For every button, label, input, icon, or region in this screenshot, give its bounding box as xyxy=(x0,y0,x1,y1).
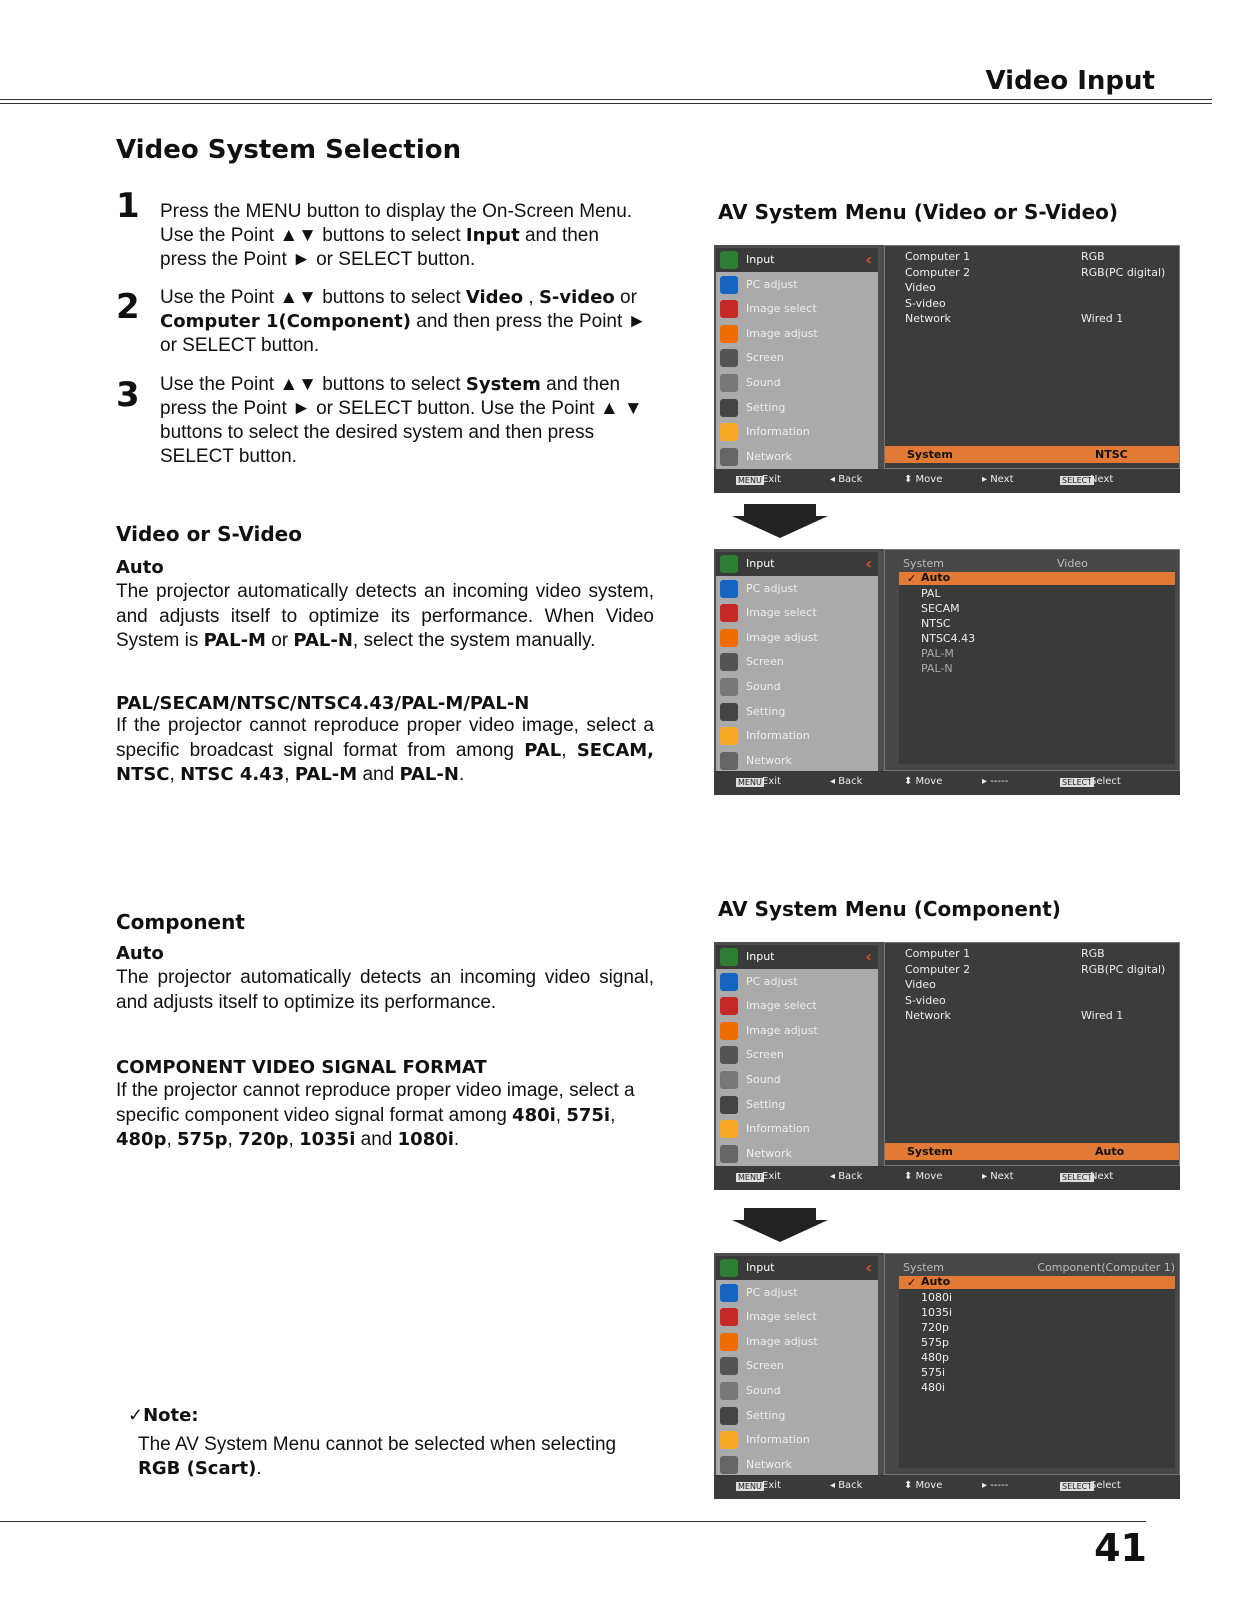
system-option: 1035i xyxy=(921,1306,953,1319)
menu-item-label: Network xyxy=(746,1146,792,1160)
input-row-name: Computer 2 xyxy=(905,265,971,279)
footer-select-key: SELECT xyxy=(1062,1173,1093,1182)
osd-system-bar xyxy=(885,1143,1179,1160)
system-option: 575p xyxy=(921,1336,949,1349)
osd-menu-item xyxy=(716,322,878,346)
menu-item-label: Sound xyxy=(746,1073,781,1086)
osd-menu-item xyxy=(716,650,878,674)
system-option: PAL-N xyxy=(921,662,953,675)
menu-item-icon xyxy=(720,448,738,466)
menu-item-label: Network xyxy=(746,1457,792,1471)
menu-item-icon xyxy=(720,727,738,745)
system-option: 480i xyxy=(921,1381,946,1394)
down-arrow-icon xyxy=(732,1220,828,1242)
menu-item-icon xyxy=(720,399,738,417)
osd-menu-item xyxy=(716,1142,878,1166)
system-title: System xyxy=(903,557,945,570)
system-options-list xyxy=(899,1276,1175,1468)
menu-item-label: Image select xyxy=(746,302,817,316)
menu-item-label: Screen xyxy=(746,1359,784,1373)
down-arrow-icon xyxy=(732,516,828,538)
check-icon: ✓ xyxy=(907,572,917,585)
input-row-value: RGB(PC digital) xyxy=(1081,265,1166,279)
step-number: 3 xyxy=(116,375,140,415)
step-number: 1 xyxy=(116,186,140,226)
footer-next: ▸ Next xyxy=(982,1171,1014,1182)
footer-back: ◂ Back xyxy=(830,474,863,485)
system-option: NTSC xyxy=(921,617,951,630)
menu-item-label: Information xyxy=(746,729,810,743)
system-label: System xyxy=(907,1145,953,1158)
step-text: Use the Point ▲▼ buttons to select Video , S-video or Computer 1(Component) and then press the Point ► or SELECT button. xyxy=(160,287,647,356)
menu-item-icon xyxy=(720,1382,738,1400)
osd-menu-item xyxy=(716,248,878,272)
menu-item-icon xyxy=(720,1456,738,1474)
osd-system-panel xyxy=(884,549,1180,771)
menu-item-label: PC adjust xyxy=(746,974,798,988)
osd-input-panel xyxy=(884,245,1180,469)
footer-menu-key: MENU xyxy=(738,476,762,485)
footer-exit: Exit xyxy=(762,1480,781,1491)
osd-component-input-menu xyxy=(714,942,1180,1190)
input-row-name: Network xyxy=(905,1009,951,1022)
menu-item-icon xyxy=(720,1096,738,1114)
menu-item-label: Setting xyxy=(746,400,786,414)
menu-item-label: Image select xyxy=(746,999,817,1013)
menu-item-icon xyxy=(720,1022,738,1040)
footer-back: ◂ Back xyxy=(830,776,863,787)
osd-menu-item xyxy=(716,601,878,625)
menu-item-label: Input xyxy=(746,557,775,570)
osd-footer xyxy=(714,771,1180,795)
menu-item-label: Sound xyxy=(746,680,781,693)
system-source: Component(Computer 1) xyxy=(1037,1261,1175,1274)
menu-item-label: Information xyxy=(746,1433,810,1447)
menu-item-icon xyxy=(720,1357,738,1375)
menu-item-label: Network xyxy=(746,753,792,767)
footer-select-key: SELECT xyxy=(1062,1482,1093,1491)
section-header: Video Input xyxy=(985,66,1155,96)
input-row-name: Video xyxy=(905,978,936,991)
step-number: 2 xyxy=(116,287,140,327)
osd-menu-item xyxy=(716,346,878,370)
menu-item-icon xyxy=(720,1284,738,1302)
osd-menu-item xyxy=(716,1305,878,1329)
system-source: Video xyxy=(1057,557,1088,570)
component-auto-label: Auto xyxy=(116,943,164,964)
system-option: PAL-M xyxy=(921,647,954,660)
footer-rule xyxy=(0,1521,1146,1522)
menu-item-label: Sound xyxy=(746,376,781,389)
osd-footer xyxy=(714,1475,1180,1499)
menu-item-label: Sound xyxy=(746,1384,781,1397)
osd-system-bar xyxy=(885,446,1179,463)
osd-video-system-menu xyxy=(714,549,1180,795)
input-row-name: Network xyxy=(905,312,951,325)
osd-menu-item xyxy=(716,1019,878,1043)
menu-item-label: Screen xyxy=(746,351,784,365)
menu-item-icon xyxy=(720,678,738,696)
osd-menu-item xyxy=(716,1453,878,1477)
video-heading: Video or S-Video xyxy=(116,522,302,546)
menu-item-label: Information xyxy=(746,425,810,439)
video-formats-text: If the projector cannot reproduce proper video image, select a specific broadcast signal format from among PAL, SECAM, NTSC, NTSC 4.43, PAL-M and PAL-N. xyxy=(116,715,654,785)
check-icon: ✓ xyxy=(907,1276,917,1289)
footer-next: ▸ ----- xyxy=(982,1480,1009,1491)
footer-menu-key: MENU xyxy=(738,1482,762,1491)
menu-item-icon xyxy=(720,1333,738,1351)
osd-menu-item xyxy=(716,675,878,699)
component-heading: Component xyxy=(116,910,245,934)
osd-menu-item xyxy=(716,1404,878,1428)
osd-menu-item xyxy=(716,1354,878,1378)
osd-menu-item xyxy=(716,297,878,321)
menu-item-label: Image adjust xyxy=(746,326,818,340)
osd-component-system-menu xyxy=(714,1253,1180,1499)
osd-menu-item xyxy=(716,1428,878,1452)
system-option: Auto xyxy=(921,571,951,584)
menu-item-icon xyxy=(720,325,738,343)
footer-back: ◂ Back xyxy=(830,1480,863,1491)
system-label: System xyxy=(907,448,953,461)
osd-footer xyxy=(714,1166,1180,1190)
menu-item-icon xyxy=(720,629,738,647)
osd-menu-item xyxy=(716,445,878,469)
menu-item-icon xyxy=(720,948,738,966)
menu-item-icon xyxy=(720,276,738,294)
footer-next: ▸ Next xyxy=(982,474,1014,485)
osd-menu-item xyxy=(716,420,878,444)
chevron-left-icon: ‹ xyxy=(865,554,872,573)
footer-menu-key: MENU xyxy=(738,778,762,787)
system-option: 1080i xyxy=(921,1291,953,1304)
osd-main-menu xyxy=(716,552,878,771)
menu-item-icon xyxy=(720,1259,738,1277)
menu-item-label: Image adjust xyxy=(746,1334,818,1348)
input-row-value: Wired 1 xyxy=(1081,1009,1124,1022)
footer-exit: Exit xyxy=(762,776,781,787)
note-text: The AV System Menu cannot be selected when selecting RGB (Scart). xyxy=(138,1434,617,1479)
menu-item-icon xyxy=(720,752,738,770)
menu-item-icon xyxy=(720,1308,738,1326)
menu-item-icon xyxy=(720,604,738,622)
footer-move: ⬍ Move xyxy=(904,474,943,485)
video-auto-text: The projector automatically detects an incoming video system, and adjusts itself to optimize its performance. When Video System is PAL-M or PAL-N, select the system manually. xyxy=(116,581,654,651)
menu-item-icon xyxy=(720,580,738,598)
video-auto-label: Auto xyxy=(116,557,164,578)
input-row-name: S-video xyxy=(905,993,946,1007)
osd-menu-item xyxy=(716,371,878,395)
menu-item-icon xyxy=(720,1046,738,1064)
menu-item-label: Setting xyxy=(746,704,786,718)
step-text: Press the MENU button to display the On-Screen Menu. Use the Point ▲▼ buttons to select Input and then press the Point ► or SELECT button. xyxy=(160,201,633,270)
system-option: 575i xyxy=(921,1366,946,1379)
video-formats-label: PAL/SECAM/NTSC/NTSC4.43/PAL-M/PAL-N xyxy=(116,693,530,714)
osd-menu-item xyxy=(716,1093,878,1117)
footer-move: ⬍ Move xyxy=(904,1480,943,1491)
osd-menu-item xyxy=(716,994,878,1018)
osd-menu-item xyxy=(716,945,878,969)
footer-select: Next xyxy=(1090,474,1114,485)
menu-item-icon xyxy=(720,349,738,367)
down-arrow-box xyxy=(744,504,816,516)
system-option: Auto xyxy=(921,1275,951,1288)
menu-item-label: PC adjust xyxy=(746,1285,798,1299)
component-auto-text: The projector automatically detects an incoming video signal, and adjusts itself to optimize its performance. xyxy=(116,967,654,1013)
osd-menu-item xyxy=(716,273,878,297)
osd-main-menu xyxy=(716,1256,878,1475)
menu-item-label: Information xyxy=(746,1122,810,1136)
input-row-name: Computer 1 xyxy=(905,947,971,960)
menu-item-label: Image adjust xyxy=(746,1023,818,1037)
input-row-name: S-video xyxy=(905,296,946,310)
footer-select: Next xyxy=(1090,1171,1114,1182)
footer-next: ▸ ----- xyxy=(982,776,1009,787)
osd-menu-item xyxy=(716,1068,878,1092)
chevron-left-icon: ‹ xyxy=(865,1258,872,1277)
menu-item-icon xyxy=(720,1120,738,1138)
osd-menu-item xyxy=(716,396,878,420)
system-value: NTSC xyxy=(1095,448,1128,461)
menu-item-label: Network xyxy=(746,449,792,463)
menu-item-icon xyxy=(720,1407,738,1425)
footer-exit: Exit xyxy=(762,1171,781,1182)
menu-item-icon xyxy=(720,997,738,1015)
menu-item-label: Screen xyxy=(746,655,784,669)
osd-menu-item xyxy=(716,970,878,994)
menu-item-icon xyxy=(720,251,738,269)
osd-menu-item xyxy=(716,1330,878,1354)
osd-video-input-menu xyxy=(714,245,1180,493)
menu-item-icon xyxy=(720,555,738,573)
footer-move: ⬍ Move xyxy=(904,1171,943,1182)
menu-item-icon xyxy=(720,1431,738,1449)
menu-item-icon xyxy=(720,703,738,721)
osd-menu-item xyxy=(716,700,878,724)
step-text: Use the Point ▲▼ buttons to select System and then press the Point ► or SELECT button. Use the Point ▲ ▼ buttons to select the desired system and then press SELECT button. xyxy=(160,374,643,467)
down-arrow-box xyxy=(744,1208,816,1220)
menu-item-label: Image select xyxy=(746,1310,817,1324)
note-label: ✓Note: xyxy=(128,1405,199,1426)
menu-item-label: Input xyxy=(746,253,775,266)
menu-item-icon xyxy=(720,300,738,318)
footer-exit: Exit xyxy=(762,474,781,485)
osd-menu-item xyxy=(716,577,878,601)
osd-system-panel xyxy=(884,1253,1180,1475)
system-option: 480p xyxy=(921,1351,949,1364)
menu-item-icon xyxy=(720,1145,738,1163)
page-title: Video System Selection xyxy=(116,135,462,165)
input-row-name: Computer 1 xyxy=(905,250,971,263)
menu-item-label: Screen xyxy=(746,1048,784,1062)
osd-menu-item xyxy=(716,1281,878,1305)
input-row-name: Computer 2 xyxy=(905,962,971,976)
system-option: PAL xyxy=(921,587,941,600)
component-format-label: COMPONENT VIDEO SIGNAL FORMAT xyxy=(116,1057,487,1078)
footer-select: Select xyxy=(1090,1480,1121,1491)
osd-menu-item xyxy=(716,552,878,576)
osd-menu-item xyxy=(716,626,878,650)
menu-item-label: PC adjust xyxy=(746,581,798,595)
osd-menu-item xyxy=(716,1256,878,1280)
osd-input-panel xyxy=(884,942,1180,1166)
osd-main-menu xyxy=(716,248,878,469)
osd-footer xyxy=(714,469,1180,493)
component-format-text: If the projector cannot reproduce proper video image, select a specific component video signal format among 480i, 575i, 480p, 575p, 720p, 1035i and 1080i. xyxy=(116,1080,635,1150)
osd-menu-item xyxy=(716,1043,878,1067)
chevron-left-icon: ‹ xyxy=(865,250,872,269)
system-value: Auto xyxy=(1095,1145,1125,1158)
caption-component-menu: AV System Menu (Component) xyxy=(718,897,1061,921)
header-rule xyxy=(0,103,1212,104)
menu-item-label: Image adjust xyxy=(746,630,818,644)
chevron-left-icon: ‹ xyxy=(865,947,872,966)
input-row-value: RGB xyxy=(1081,250,1105,263)
footer-back: ◂ Back xyxy=(830,1171,863,1182)
osd-main-menu xyxy=(716,945,878,1166)
system-title: System xyxy=(903,1261,945,1274)
system-option: 720p xyxy=(921,1321,949,1334)
menu-item-icon xyxy=(720,1071,738,1089)
input-row-value: Wired 1 xyxy=(1081,312,1124,325)
menu-item-label: Setting xyxy=(746,1097,786,1111)
footer-select: Select xyxy=(1090,776,1121,787)
menu-item-icon xyxy=(720,973,738,991)
osd-menu-item xyxy=(716,1117,878,1141)
menu-item-label: Image select xyxy=(746,606,817,620)
input-row-value: RGB xyxy=(1081,947,1105,960)
menu-item-icon xyxy=(720,423,738,441)
osd-menu-item xyxy=(716,749,878,773)
footer-select-key: SELECT xyxy=(1062,476,1093,485)
menu-item-icon xyxy=(720,653,738,671)
footer-select-key: SELECT xyxy=(1062,778,1093,787)
osd-menu-item xyxy=(716,724,878,748)
input-row-value: RGB(PC digital) xyxy=(1081,962,1166,976)
input-row-name: Video xyxy=(905,281,936,294)
menu-item-label: PC adjust xyxy=(746,277,798,291)
footer-menu-key: MENU xyxy=(738,1173,762,1182)
header-rule xyxy=(0,99,1212,100)
page-number: 41 xyxy=(1094,1526,1147,1570)
osd-menu-item xyxy=(716,1379,878,1403)
menu-item-icon xyxy=(720,374,738,392)
footer-move: ⬍ Move xyxy=(904,776,943,787)
system-options-list xyxy=(899,572,1175,764)
system-option: SECAM xyxy=(921,602,960,615)
caption-video-menu: AV System Menu (Video or S-Video) xyxy=(718,200,1119,224)
menu-item-label: Input xyxy=(746,950,775,963)
system-option: NTSC4.43 xyxy=(921,632,976,645)
menu-item-label: Input xyxy=(746,1261,775,1274)
menu-item-label: Setting xyxy=(746,1408,786,1422)
